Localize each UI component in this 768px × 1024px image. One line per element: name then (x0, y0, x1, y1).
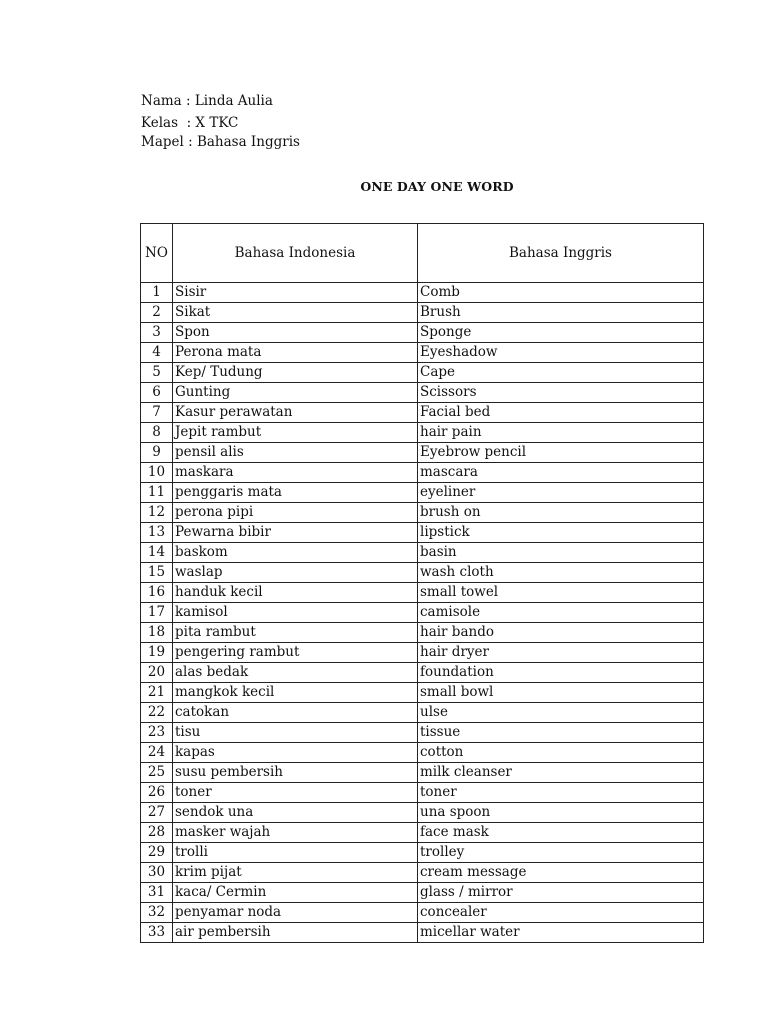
english-word: face mask (418, 823, 704, 843)
english-word: Comb (418, 283, 704, 303)
english-word: micellar water (418, 923, 704, 943)
table-row (141, 403, 704, 423)
english-word: hair pain (418, 423, 704, 443)
row-number: 30 (141, 863, 173, 883)
indonesian-word: baskom (173, 543, 418, 563)
indonesian-word: Jepit rambut (173, 423, 418, 443)
row-number: 12 (141, 503, 173, 523)
row-number: 25 (141, 763, 173, 783)
indonesian-word: kamisol (173, 603, 418, 623)
row-number: 29 (141, 843, 173, 863)
row-number: 4 (141, 343, 173, 363)
indonesian-word: susu pembersih (173, 763, 418, 783)
english-word: Facial bed (418, 403, 704, 423)
table-row (141, 723, 704, 743)
english-word: una spoon (418, 803, 704, 823)
row-number: 27 (141, 803, 173, 823)
table-row (141, 803, 704, 823)
indonesian-word: pengering rambut (173, 643, 418, 663)
column-header-no: NO (141, 224, 173, 283)
english-word: Eyebrow pencil (418, 443, 704, 463)
english-word: glass / mirror (418, 883, 704, 903)
column-header-indonesian: Bahasa Indonesia (173, 224, 418, 283)
indonesian-word: pita rambut (173, 623, 418, 643)
row-number: 11 (141, 483, 173, 503)
table-row (141, 823, 704, 843)
table-row (141, 643, 704, 663)
english-word: Sponge (418, 323, 704, 343)
table-row (141, 523, 704, 543)
table-row (141, 663, 704, 683)
row-number: 8 (141, 423, 173, 443)
row-number: 26 (141, 783, 173, 803)
row-number: 31 (141, 883, 173, 903)
english-word: Brush (418, 303, 704, 323)
indonesian-word: krim pijat (173, 863, 418, 883)
subject: Mapel : Bahasa Inggris (141, 134, 300, 150)
indonesian-word: Perona mata (173, 343, 418, 363)
row-number: 14 (141, 543, 173, 563)
english-word: lipstick (418, 523, 704, 543)
english-word: Cape (418, 363, 704, 383)
english-word: toner (418, 783, 704, 803)
row-number: 22 (141, 703, 173, 723)
indonesian-word: Spon (173, 323, 418, 343)
indonesian-word: trolli (173, 843, 418, 863)
row-number: 1 (141, 283, 173, 303)
row-number: 13 (141, 523, 173, 543)
indonesian-word: Kasur perawatan (173, 403, 418, 423)
row-number: 18 (141, 623, 173, 643)
student-class: Kelas : X TKC (141, 115, 239, 131)
indonesian-word: waslap (173, 563, 418, 583)
indonesian-word: air pembersih (173, 923, 418, 943)
table-row (141, 863, 704, 883)
indonesian-word: toner (173, 783, 418, 803)
english-word: milk cleanser (418, 763, 704, 783)
indonesian-word: Sikat (173, 303, 418, 323)
english-word: hair bando (418, 623, 704, 643)
english-word: concealer (418, 903, 704, 923)
indonesian-word: kaca/ Cermin (173, 883, 418, 903)
table-row (141, 743, 704, 763)
indonesian-word: Pewarna bibir (173, 523, 418, 543)
row-number: 5 (141, 363, 173, 383)
indonesian-word: Gunting (173, 383, 418, 403)
table-row (141, 783, 704, 803)
english-word: mascara (418, 463, 704, 483)
table-row (141, 303, 704, 323)
indonesian-word: catokan (173, 703, 418, 723)
row-number: 6 (141, 383, 173, 403)
table-row (141, 423, 704, 443)
row-number: 9 (141, 443, 173, 463)
english-word: basin (418, 543, 704, 563)
row-number: 3 (141, 323, 173, 343)
english-word: foundation (418, 663, 704, 683)
row-number: 19 (141, 643, 173, 663)
indonesian-word: pensil alis (173, 443, 418, 463)
table-row (141, 883, 704, 903)
row-number: 24 (141, 743, 173, 763)
row-number: 16 (141, 583, 173, 603)
english-word: Eyeshadow (418, 343, 704, 363)
row-number: 10 (141, 463, 173, 483)
english-word: hair dryer (418, 643, 704, 663)
indonesian-word: alas bedak (173, 663, 418, 683)
document-title: ONE DAY ONE WORD (360, 179, 514, 194)
column-header-english: Bahasa Inggris (418, 224, 704, 283)
table-row (141, 343, 704, 363)
student-name: Nama : Linda Aulia (141, 93, 273, 109)
row-number: 17 (141, 603, 173, 623)
table-row (141, 383, 704, 403)
english-word: wash cloth (418, 563, 704, 583)
table-row (141, 363, 704, 383)
vocabulary-table (140, 223, 704, 943)
indonesian-word: kapas (173, 743, 418, 763)
table-row (141, 923, 704, 943)
table-row (141, 283, 704, 303)
table-row (141, 583, 704, 603)
indonesian-word: handuk kecil (173, 583, 418, 603)
indonesian-word: Sisir (173, 283, 418, 303)
english-word: ulse (418, 703, 704, 723)
english-word: eyeliner (418, 483, 704, 503)
indonesian-word: penggaris mata (173, 483, 418, 503)
table-row (141, 603, 704, 623)
row-number: 2 (141, 303, 173, 323)
row-number: 7 (141, 403, 173, 423)
table-row (141, 563, 704, 583)
table-row (141, 483, 704, 503)
row-number: 28 (141, 823, 173, 843)
indonesian-word: sendok una (173, 803, 418, 823)
indonesian-word: maskara (173, 463, 418, 483)
indonesian-word: masker wajah (173, 823, 418, 843)
table-row (141, 683, 704, 703)
indonesian-word: tisu (173, 723, 418, 743)
indonesian-word: penyamar noda (173, 903, 418, 923)
table-row (141, 763, 704, 783)
english-word: trolley (418, 843, 704, 863)
table-row (141, 703, 704, 723)
indonesian-word: mangkok kecil (173, 683, 418, 703)
english-word: brush on (418, 503, 704, 523)
english-word: small towel (418, 583, 704, 603)
table-row (141, 843, 704, 863)
english-word: cream message (418, 863, 704, 883)
table-row (141, 323, 704, 343)
english-word: small bowl (418, 683, 704, 703)
english-word: cotton (418, 743, 704, 763)
table-body (141, 283, 704, 943)
table-row (141, 463, 704, 483)
table-row (141, 903, 704, 923)
indonesian-word: Kep/ Tudung (173, 363, 418, 383)
english-word: camisole (418, 603, 704, 623)
row-number: 15 (141, 563, 173, 583)
english-word: tissue (418, 723, 704, 743)
english-word: Scissors (418, 383, 704, 403)
table-row (141, 443, 704, 463)
row-number: 23 (141, 723, 173, 743)
row-number: 33 (141, 923, 173, 943)
table-row (141, 543, 704, 563)
table-row (141, 503, 704, 523)
indonesian-word: perona pipi (173, 503, 418, 523)
table-row (141, 623, 704, 643)
table-header-row (141, 224, 704, 283)
row-number: 32 (141, 903, 173, 923)
row-number: 21 (141, 683, 173, 703)
row-number: 20 (141, 663, 173, 683)
